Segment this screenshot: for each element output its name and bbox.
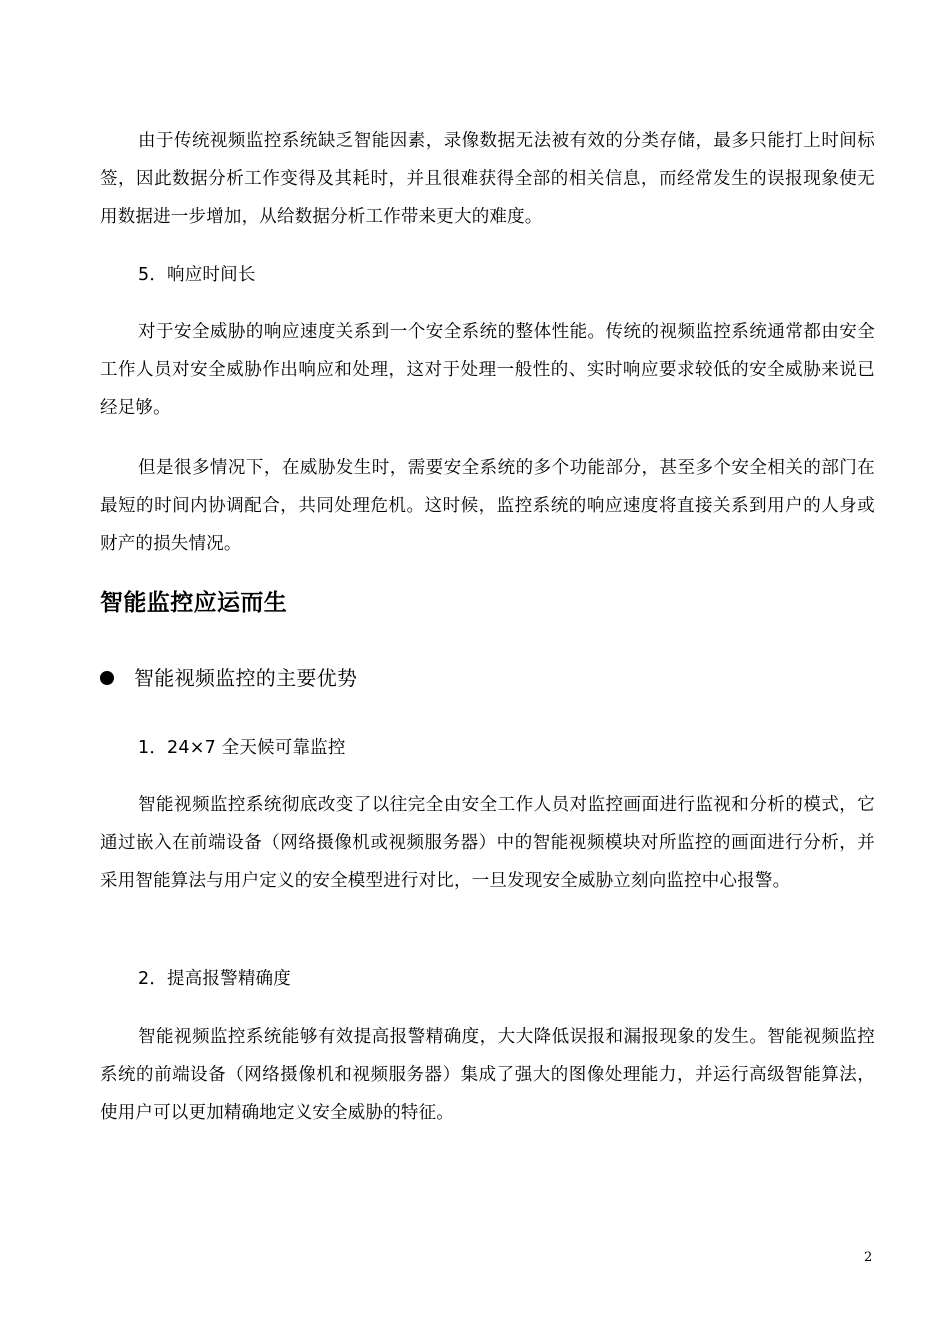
paragraph-data-analysis: 由于传统视频监控系统缺乏智能因素，录像数据无法被有效的分类存储，最多只能打上时间标签，因此数据分析工作变得及其耗时，并且很难获得全部的相关信息，而经常发生的误报现象使无用数据进一步增加，从给数据分析工作带来更大的难度。 [100, 131, 875, 227]
list-item-24x7: 1．24×7 全天候可靠监控 [138, 738, 346, 758]
list-item-alarm-accuracy: 2．提高报警精确度 [138, 969, 291, 989]
paragraph-intelligent-monitoring: 智能视频监控系统彻底改变了以往完全由安全工作人员对监控画面进行监视和分析的模式，它通过嵌入在前端设备（网络摄像机或视频服务器）中的智能视频模块对所监控的画面进行分析，并采用智能算法与用户定义的安全模型进行对比，一旦发现安全威胁立刻向监控中心报警。 [100, 795, 875, 891]
section-heading: 智能监控应运而生 [100, 590, 288, 616]
paragraph-coordination: 但是很多情况下，在威胁发生时，需要安全系统的多个功能部分，甚至多个安全相关的部门在最短的时间内协调配合，共同处理危机。这时候，监控系统的响应速度将直接关系到用户的人身或财产的损失情况。 [100, 458, 875, 554]
list-item-response-time: 5．响应时间长 [138, 265, 256, 285]
bullet-heading-text: 智能视频监控的主要优势 [134, 666, 358, 690]
paragraph-response-speed: 对于安全威胁的响应速度关系到一个安全系统的整体性能。传统的视频监控系统通常都由安全工作人员对安全威胁作出响应和处理，这对于处理一般性的、实时响应要求较低的安全威胁来说已经足够。 [100, 322, 875, 418]
page-number: 2 [864, 1250, 873, 1265]
bullet-heading [100, 663, 357, 693]
bullet-dot-icon [100, 671, 114, 685]
paragraph-alarm-accuracy: 智能视频监控系统能够有效提高报警精确度，大大降低误报和漏报现象的发生。智能视频监控系统的前端设备（网络摄像机和视频服务器）集成了强大的图像处理能力，并运行高级智能算法，使用户可以更加精确地定义安全威胁的特征。 [100, 1027, 875, 1123]
